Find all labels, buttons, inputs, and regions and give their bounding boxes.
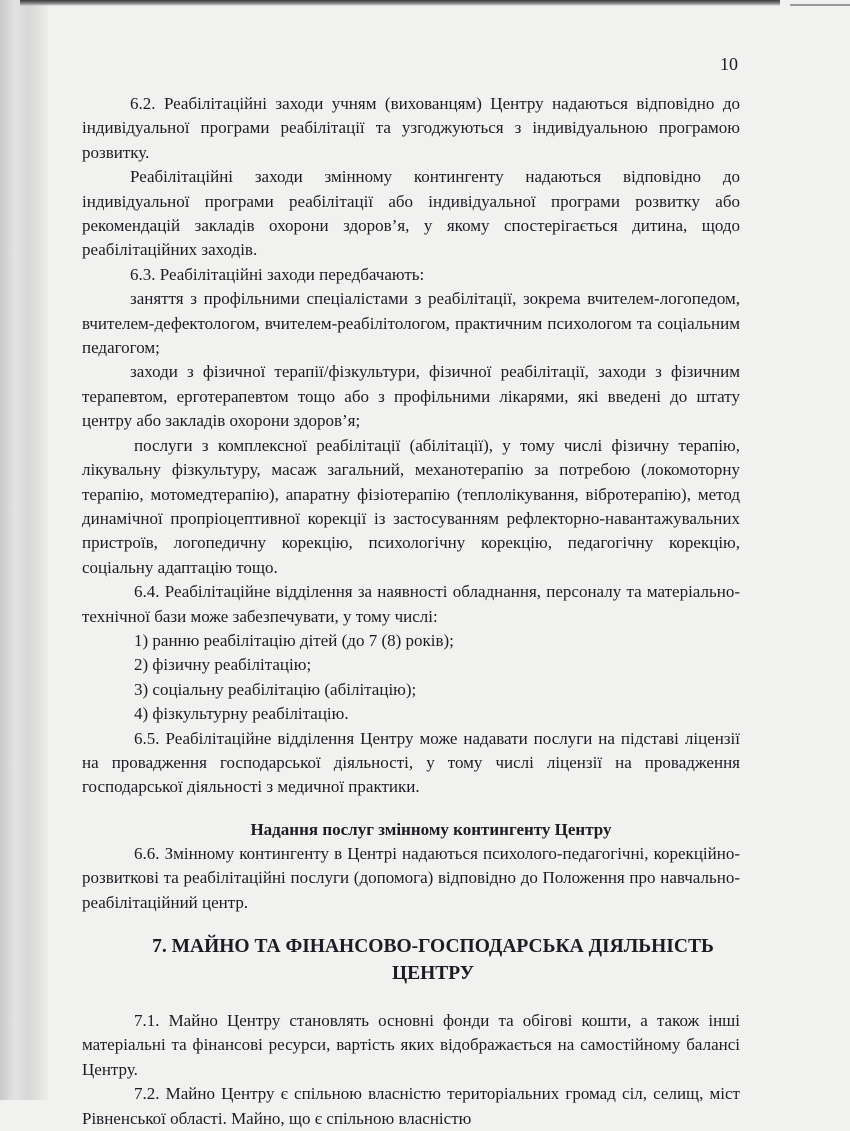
section-title-line-2: ЦЕНТРУ <box>391 963 475 984</box>
scan-edge-line <box>790 4 850 6</box>
list-item: 4) фізкультурну реабілітацію. <box>134 704 349 724</box>
paragraph-6-5: 6.5. Реабілітаційне відділення Центру може надавати послуги на підставі ліцензії на провадження господарської діяльності, у тому числі ліцензії на провадження господарської діяльності з медичної практики. <box>82 728 740 797</box>
paragraph-6-4: 6.4. Реабілітаційне відділення за наявності обладнання, персоналу та матеріально-технічної бази може забезпечувати, у тому числі: <box>82 582 740 626</box>
paragraph-6-2: 6.2. Реабілітаційні заходи учням (вихованцям) Центру надаються відповідно до індивідуальної програми реабілітації та узгоджуються з індивідуальною програмою розвитку. <box>82 94 740 162</box>
section-title-line-1: 7. МАЙНО ТА ФІНАНСОВО-ГОСПОДАРСЬКА ДІЯЛЬНІСТЬ <box>152 936 714 957</box>
paragraph-6-3: 6.3. Реабілітаційні заходи передбачають: <box>130 264 425 284</box>
document-body <box>82 92 740 1131</box>
book-spine-shadow <box>0 0 48 1100</box>
paragraph-7-1: 7.1. Майно Центру становлять основні фонди та обігові кошти, а також інші матеріальні та фінансові ресурси, вартість яких відображається на самостійному балансі Центру. <box>82 1011 740 1079</box>
paragraph-6-6: 6.6. Змінному контингенту в Центрі надаються психолого-педагогічні, корекційно-розвиткові та реабілітаційні послуги (допомога) відповідно до Положення про навчально-реабілітаційний центр. <box>82 843 740 912</box>
paragraph-6-3-item-2: заходи з фізичної терапії/фізкультури, фізичної реабілітації, заходи з фізичним терапевтом, ерготерапевтом тощо або з профільними лікарями, які введені до штату центру або закладів охорони здоров’я; <box>82 362 740 431</box>
list-item: 1) ранню реабілітацію дітей (до 7 (8) років); <box>134 630 454 650</box>
subheading: Надання послуг змінному контингенту Центру <box>250 819 612 839</box>
list-item: 2) фізичну реабілітацію; <box>134 655 312 675</box>
paragraph-7-2: 7.2. Майно Центру є спільною власністю територіальних громад сіл, селищ, міст Рівненської області. Майно, що є спільною власністю <box>82 1084 740 1128</box>
section-title <box>82 933 740 987</box>
list-item: 3) соціальну реабілітацію (абілітацію); <box>134 679 417 699</box>
paragraph-6-3-item-1: заняття з профільними спеціалістами з реабілітації, зокрема вчителем-логопедом, вчителем-дефектологом, вчителем-реабілітологом, практичним психологом та соціальним педагогом; <box>82 289 740 358</box>
page-number: 10 <box>720 54 738 74</box>
document-page <box>82 0 740 1128</box>
paragraph-6-3-item-3: послуги з комплексної реабілітації (абілітації), у тому числі фізичну терапію, лікувальну фізкультуру, масаж загальний, механотерапію за потребою (локомоторну терапію, мотомедтерапію), апаратну фізіотерапію (теплолікування, вібротерапію), метод динамічної пропріоцептивної корекції із застосуванням рефлекторно-навантажувальних пристроїв, логопедичну корекцію, психологічну корекцію, педагогічну корекцію, соціальну адаптацію тощо. <box>82 435 740 577</box>
paragraph-6-2-continued: Реабілітаційні заходи змінному контингенту надаються відповідно до індивідуальної програми реабілітації або індивідуальної програми розвитку або рекомендацій закладів охорони здоров’я, у якому спостерігається дитина, щодо реабілітаційних заходів. <box>82 167 740 260</box>
